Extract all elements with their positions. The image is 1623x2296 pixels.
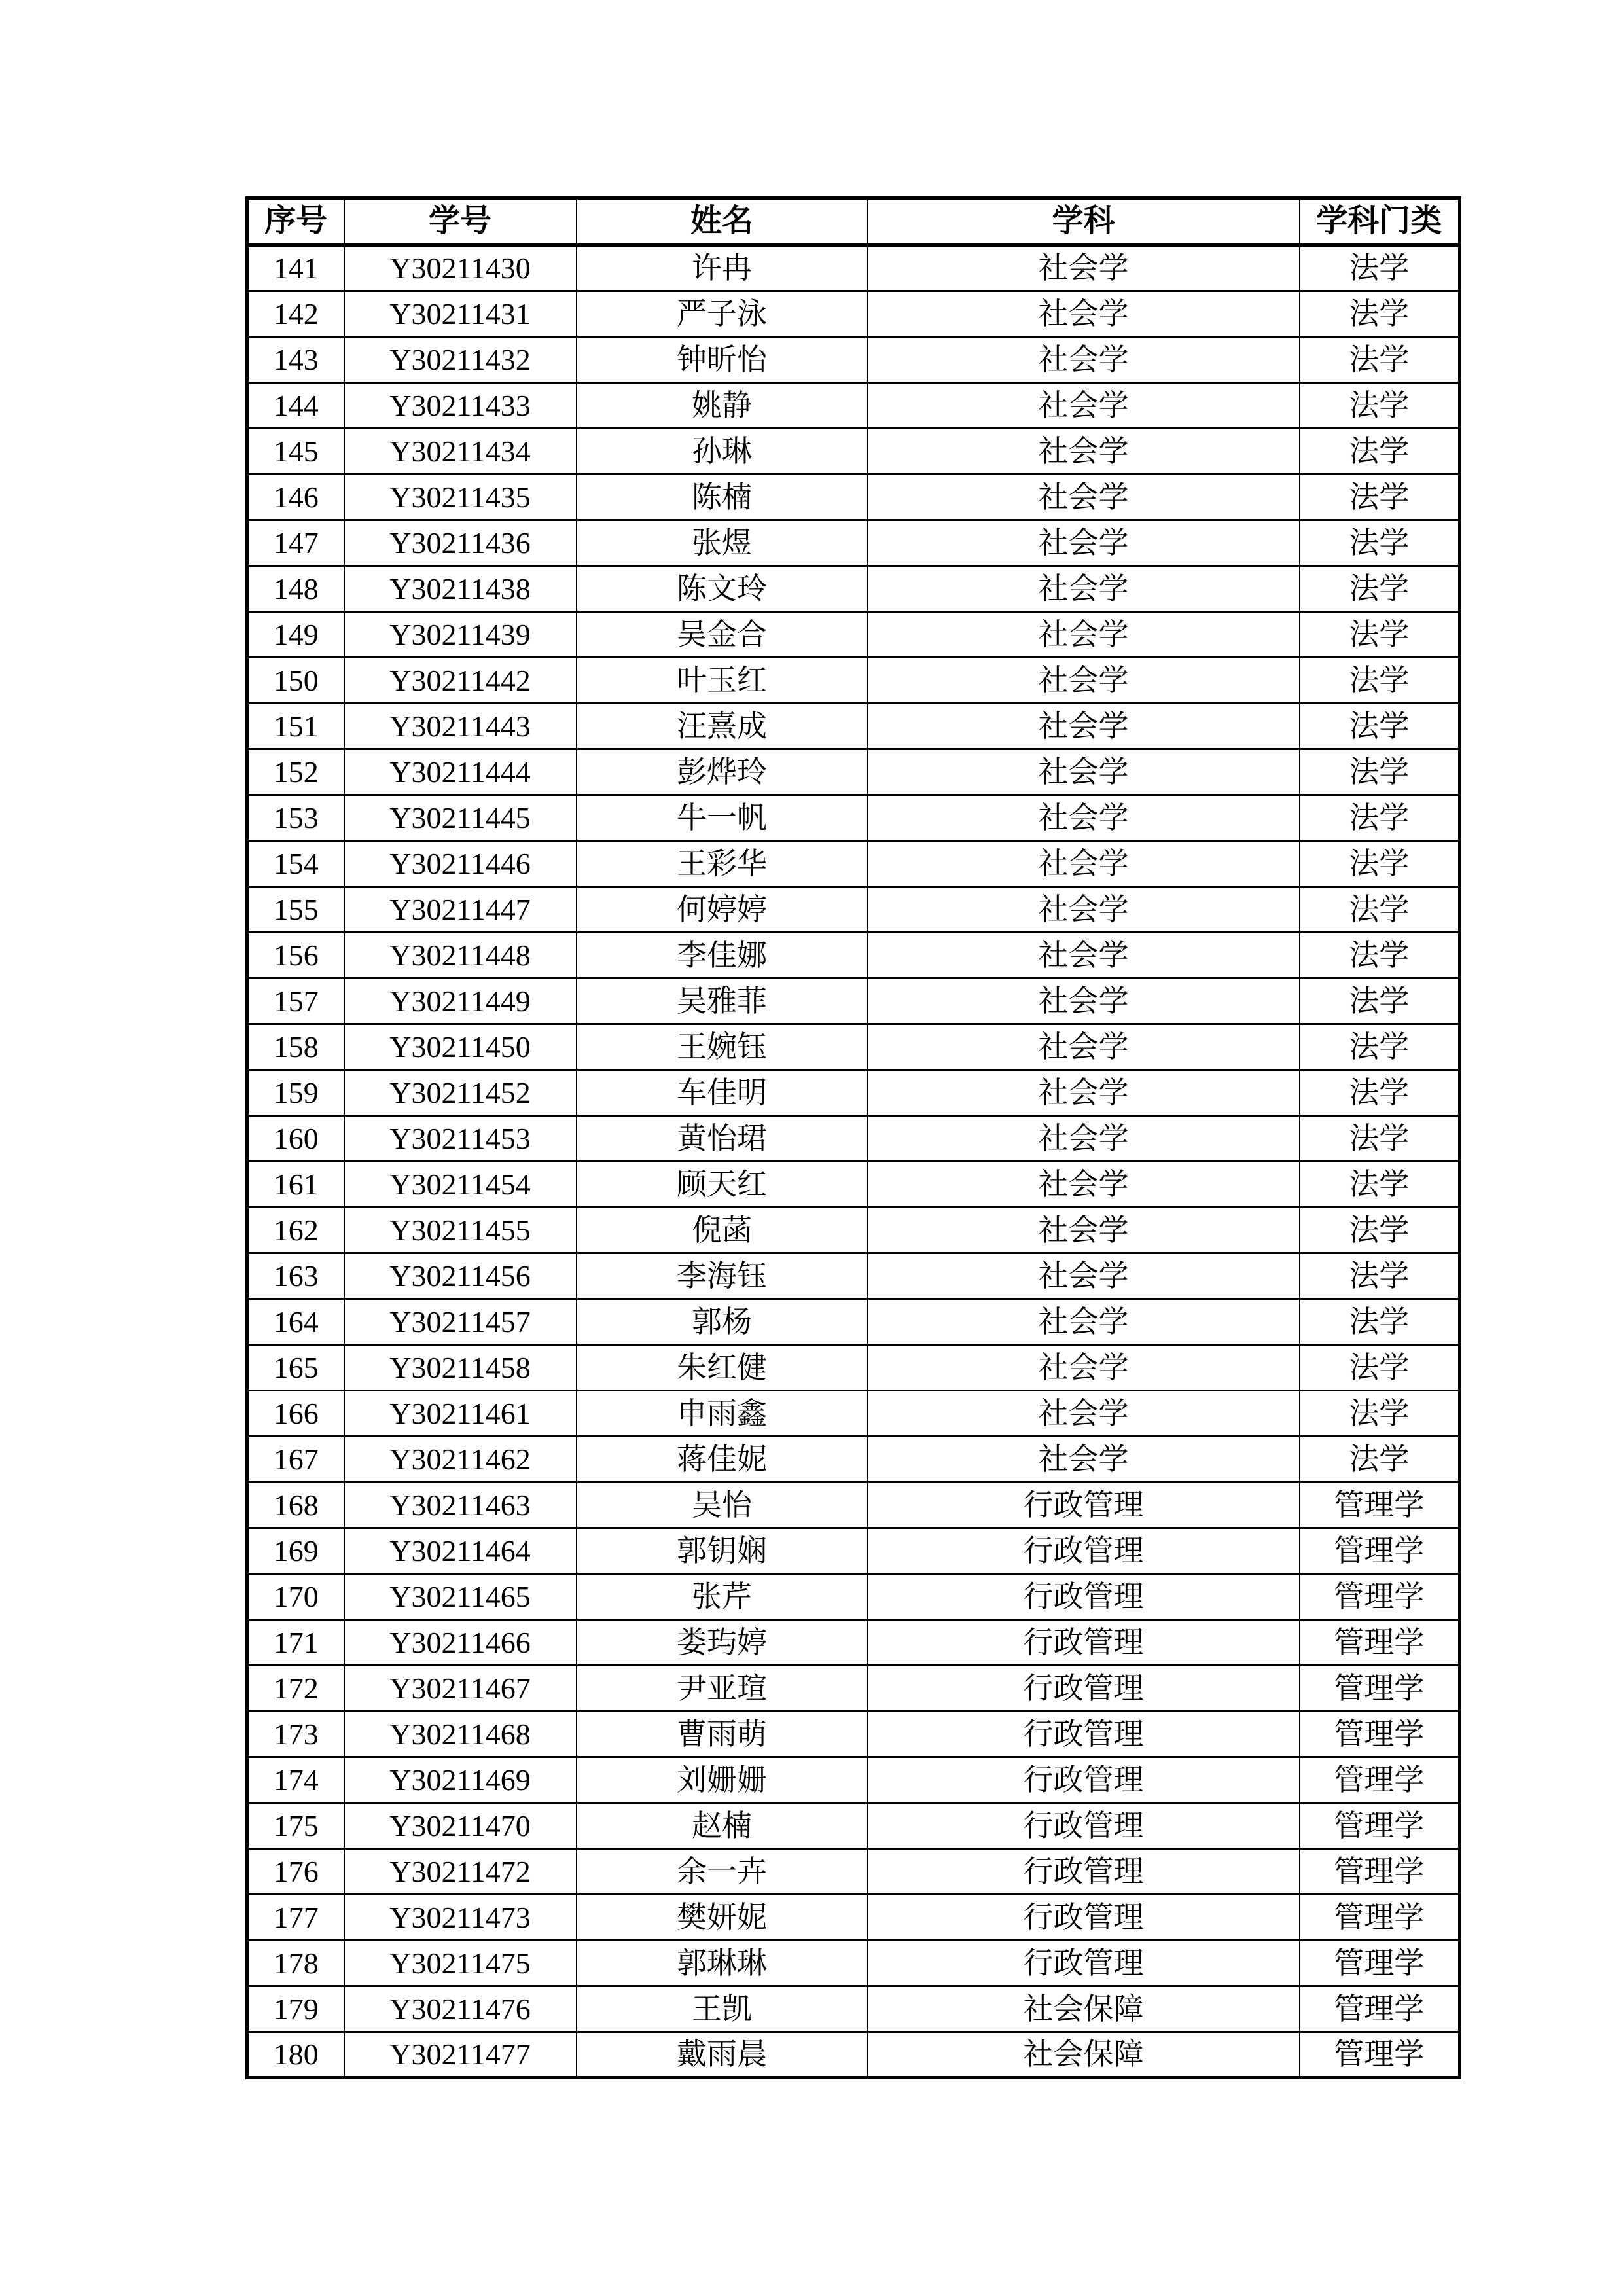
cell-student-id: Y30211452 [344, 1070, 577, 1116]
cell-index: 159 [247, 1070, 344, 1116]
cell-discipline: 行政管理 [868, 1574, 1300, 1620]
cell-discipline: 社会学 [868, 795, 1300, 841]
cell-category: 管理学 [1300, 2032, 1460, 2078]
cell-student-id: Y30211439 [344, 612, 577, 658]
cell-name: 申雨鑫 [577, 1391, 868, 1437]
cell-category: 法学 [1300, 841, 1460, 887]
cell-category: 管理学 [1300, 1666, 1460, 1712]
cell-category: 管理学 [1300, 1528, 1460, 1574]
cell-student-id: Y30211468 [344, 1712, 577, 1757]
cell-index: 144 [247, 383, 344, 429]
table-row [247, 1941, 1460, 1986]
cell-index: 170 [247, 1574, 344, 1620]
table-row [247, 1162, 1460, 1208]
cell-name: 车佳明 [577, 1070, 868, 1116]
cell-index: 178 [247, 1941, 344, 1986]
cell-discipline: 社会学 [868, 1024, 1300, 1070]
cell-name: 樊妍妮 [577, 1895, 868, 1941]
cell-discipline: 社会学 [868, 1299, 1300, 1345]
cell-student-id: Y30211434 [344, 429, 577, 475]
cell-category: 法学 [1300, 1391, 1460, 1437]
cell-name: 戴雨晨 [577, 2032, 868, 2078]
cell-student-id: Y30211445 [344, 795, 577, 841]
cell-student-id: Y30211457 [344, 1299, 577, 1345]
cell-name: 顾天红 [577, 1162, 868, 1208]
cell-student-id: Y30211444 [344, 749, 577, 795]
cell-index: 151 [247, 704, 344, 749]
cell-name: 牛一帆 [577, 795, 868, 841]
table-row [247, 1528, 1460, 1574]
cell-index: 147 [247, 520, 344, 566]
cell-name: 王彩华 [577, 841, 868, 887]
cell-discipline: 行政管理 [868, 1803, 1300, 1849]
cell-index: 150 [247, 658, 344, 704]
cell-category: 法学 [1300, 978, 1460, 1024]
cell-name: 孙琳 [577, 429, 868, 475]
table-row [247, 612, 1460, 658]
cell-index: 157 [247, 978, 344, 1024]
cell-category: 管理学 [1300, 1986, 1460, 2032]
cell-name: 汪熹成 [577, 704, 868, 749]
cell-discipline: 社会学 [868, 1162, 1300, 1208]
cell-student-id: Y30211443 [344, 704, 577, 749]
cell-discipline: 社会学 [868, 337, 1300, 383]
cell-category: 法学 [1300, 245, 1460, 291]
cell-category: 法学 [1300, 1116, 1460, 1162]
cell-discipline: 社会学 [868, 612, 1300, 658]
cell-category: 法学 [1300, 612, 1460, 658]
cell-student-id: Y30211432 [344, 337, 577, 383]
cell-category: 法学 [1300, 1437, 1460, 1482]
table-row [247, 1620, 1460, 1666]
cell-discipline: 社会学 [868, 933, 1300, 978]
cell-discipline: 社会学 [868, 1437, 1300, 1482]
cell-name: 陈文玲 [577, 566, 868, 612]
cell-name: 郭钥娴 [577, 1528, 868, 1574]
cell-student-id: Y30211476 [344, 1986, 577, 2032]
cell-index: 153 [247, 795, 344, 841]
table-row [247, 1574, 1460, 1620]
cell-discipline: 社会学 [868, 1116, 1300, 1162]
cell-discipline: 社会学 [868, 383, 1300, 429]
cell-student-id: Y30211456 [344, 1253, 577, 1299]
cell-index: 154 [247, 841, 344, 887]
cell-discipline: 行政管理 [868, 1528, 1300, 1574]
cell-student-id: Y30211455 [344, 1208, 577, 1253]
cell-student-id: Y30211473 [344, 1895, 577, 1941]
cell-index: 174 [247, 1757, 344, 1803]
table-row [247, 1345, 1460, 1391]
cell-discipline: 社会学 [868, 704, 1300, 749]
cell-discipline: 社会学 [868, 1208, 1300, 1253]
table-row [247, 383, 1460, 429]
cell-discipline: 社会学 [868, 1391, 1300, 1437]
cell-name: 严子泳 [577, 291, 868, 337]
table-body [247, 245, 1460, 2078]
cell-student-id: Y30211462 [344, 1437, 577, 1482]
cell-index: 168 [247, 1482, 344, 1528]
cell-category: 法学 [1300, 337, 1460, 383]
table-row [247, 704, 1460, 749]
cell-index: 175 [247, 1803, 344, 1849]
cell-student-id: Y30211436 [344, 520, 577, 566]
cell-index: 158 [247, 1024, 344, 1070]
cell-category: 管理学 [1300, 1757, 1460, 1803]
cell-category: 法学 [1300, 1208, 1460, 1253]
cell-name: 张芹 [577, 1574, 868, 1620]
header-student-id: 学号 [344, 198, 577, 245]
cell-student-id: Y30211469 [344, 1757, 577, 1803]
cell-category: 法学 [1300, 1162, 1460, 1208]
cell-category: 管理学 [1300, 1895, 1460, 1941]
cell-index: 160 [247, 1116, 344, 1162]
cell-name: 李佳娜 [577, 933, 868, 978]
cell-name: 尹亚瑄 [577, 1666, 868, 1712]
cell-student-id: Y30211465 [344, 1574, 577, 1620]
cell-index: 146 [247, 475, 344, 520]
cell-discipline: 行政管理 [868, 1849, 1300, 1895]
table-row [247, 1208, 1460, 1253]
cell-name: 刘姗姗 [577, 1757, 868, 1803]
cell-index: 166 [247, 1391, 344, 1437]
cell-index: 173 [247, 1712, 344, 1757]
table-row [247, 1253, 1460, 1299]
cell-student-id: Y30211467 [344, 1666, 577, 1712]
cell-category: 法学 [1300, 1024, 1460, 1070]
cell-category: 法学 [1300, 1070, 1460, 1116]
cell-discipline: 行政管理 [868, 1895, 1300, 1941]
cell-index: 162 [247, 1208, 344, 1253]
cell-student-id: Y30211446 [344, 841, 577, 887]
table-row [247, 1895, 1460, 1941]
cell-discipline: 社会学 [868, 1345, 1300, 1391]
cell-student-id: Y30211442 [344, 658, 577, 704]
table-row [247, 245, 1460, 291]
table-row [247, 841, 1460, 887]
cell-name: 倪菡 [577, 1208, 868, 1253]
cell-student-id: Y30211458 [344, 1345, 577, 1391]
cell-name: 曹雨萌 [577, 1712, 868, 1757]
table-row [247, 887, 1460, 933]
cell-student-id: Y30211438 [344, 566, 577, 612]
cell-category: 管理学 [1300, 1712, 1460, 1757]
cell-student-id: Y30211463 [344, 1482, 577, 1528]
cell-name: 陈楠 [577, 475, 868, 520]
cell-name: 钟昕怡 [577, 337, 868, 383]
cell-category: 法学 [1300, 566, 1460, 612]
table-row [247, 1024, 1460, 1070]
table-row [247, 1757, 1460, 1803]
cell-name: 郭琳琳 [577, 1941, 868, 1986]
table-row [247, 1070, 1460, 1116]
cell-name: 彭烨玲 [577, 749, 868, 795]
cell-discipline: 社会学 [868, 245, 1300, 291]
header-index: 序号 [247, 198, 344, 245]
header-row [247, 198, 1460, 245]
table-row [247, 1803, 1460, 1849]
cell-discipline: 社会保障 [868, 1986, 1300, 2032]
cell-category: 法学 [1300, 933, 1460, 978]
cell-student-id: Y30211450 [344, 1024, 577, 1070]
cell-name: 叶玉红 [577, 658, 868, 704]
cell-student-id: Y30211435 [344, 475, 577, 520]
cell-discipline: 社会学 [868, 1253, 1300, 1299]
cell-index: 179 [247, 1986, 344, 2032]
cell-discipline: 社会学 [868, 887, 1300, 933]
cell-category: 管理学 [1300, 1941, 1460, 1986]
cell-student-id: Y30211453 [344, 1116, 577, 1162]
table-row [247, 291, 1460, 337]
table-row [247, 1666, 1460, 1712]
table-row [247, 978, 1460, 1024]
table-row [247, 1116, 1460, 1162]
cell-discipline: 社会学 [868, 978, 1300, 1024]
table-row [247, 1437, 1460, 1482]
cell-category: 管理学 [1300, 1574, 1460, 1620]
cell-category: 法学 [1300, 1345, 1460, 1391]
cell-index: 145 [247, 429, 344, 475]
cell-name: 吴雅菲 [577, 978, 868, 1024]
cell-name: 娄玙婷 [577, 1620, 868, 1666]
header-discipline: 学科 [868, 198, 1300, 245]
header-name: 姓名 [577, 198, 868, 245]
table-row [247, 1482, 1460, 1528]
cell-category: 法学 [1300, 429, 1460, 475]
cell-index: 143 [247, 337, 344, 383]
student-roster-table [245, 196, 1461, 2079]
cell-discipline: 社会保障 [868, 2032, 1300, 2078]
cell-discipline: 社会学 [868, 520, 1300, 566]
cell-name: 张煜 [577, 520, 868, 566]
cell-name: 吴怡 [577, 1482, 868, 1528]
cell-name: 许冉 [577, 245, 868, 291]
cell-student-id: Y30211472 [344, 1849, 577, 1895]
cell-category: 法学 [1300, 658, 1460, 704]
cell-index: 180 [247, 2032, 344, 2078]
cell-category: 法学 [1300, 1253, 1460, 1299]
cell-category: 管理学 [1300, 1849, 1460, 1895]
cell-index: 141 [247, 245, 344, 291]
cell-index: 161 [247, 1162, 344, 1208]
cell-index: 171 [247, 1620, 344, 1666]
cell-category: 管理学 [1300, 1620, 1460, 1666]
cell-name: 黄怡珺 [577, 1116, 868, 1162]
cell-name: 吴金合 [577, 612, 868, 658]
cell-index: 156 [247, 933, 344, 978]
cell-index: 172 [247, 1666, 344, 1712]
cell-student-id: Y30211477 [344, 2032, 577, 2078]
table-row [247, 933, 1460, 978]
cell-category: 管理学 [1300, 1482, 1460, 1528]
cell-student-id: Y30211461 [344, 1391, 577, 1437]
cell-discipline: 社会学 [868, 658, 1300, 704]
header-category: 学科门类 [1300, 198, 1460, 245]
table-row [247, 1849, 1460, 1895]
cell-name: 郭杨 [577, 1299, 868, 1345]
cell-index: 164 [247, 1299, 344, 1345]
cell-student-id: Y30211430 [344, 245, 577, 291]
cell-student-id: Y30211433 [344, 383, 577, 429]
table-row [247, 566, 1460, 612]
table-row [247, 658, 1460, 704]
cell-index: 169 [247, 1528, 344, 1574]
table-row [247, 337, 1460, 383]
cell-name: 王婉钰 [577, 1024, 868, 1070]
cell-student-id: Y30211470 [344, 1803, 577, 1849]
cell-index: 176 [247, 1849, 344, 1895]
cell-index: 142 [247, 291, 344, 337]
cell-index: 149 [247, 612, 344, 658]
cell-discipline: 社会学 [868, 429, 1300, 475]
cell-category: 法学 [1300, 520, 1460, 566]
cell-student-id: Y30211475 [344, 1941, 577, 1986]
cell-category: 法学 [1300, 887, 1460, 933]
cell-discipline: 社会学 [868, 291, 1300, 337]
table-row [247, 1986, 1460, 2032]
cell-student-id: Y30211431 [344, 291, 577, 337]
table-row [247, 429, 1460, 475]
cell-name: 蒋佳妮 [577, 1437, 868, 1482]
cell-discipline: 社会学 [868, 566, 1300, 612]
cell-student-id: Y30211466 [344, 1620, 577, 1666]
cell-discipline: 行政管理 [868, 1757, 1300, 1803]
cell-name: 赵楠 [577, 1803, 868, 1849]
cell-name: 李海钰 [577, 1253, 868, 1299]
cell-discipline: 行政管理 [868, 1666, 1300, 1712]
cell-category: 法学 [1300, 704, 1460, 749]
table-row [247, 2032, 1460, 2078]
cell-discipline: 行政管理 [868, 1620, 1300, 1666]
table-row [247, 475, 1460, 520]
cell-discipline: 社会学 [868, 475, 1300, 520]
cell-student-id: Y30211454 [344, 1162, 577, 1208]
cell-category: 管理学 [1300, 1803, 1460, 1849]
cell-category: 法学 [1300, 795, 1460, 841]
cell-discipline: 社会学 [868, 749, 1300, 795]
cell-discipline: 社会学 [868, 1070, 1300, 1116]
cell-name: 王凯 [577, 1986, 868, 2032]
table-row [247, 1391, 1460, 1437]
cell-name: 何婷婷 [577, 887, 868, 933]
cell-student-id: Y30211448 [344, 933, 577, 978]
cell-category: 法学 [1300, 383, 1460, 429]
cell-index: 167 [247, 1437, 344, 1482]
table-row [247, 749, 1460, 795]
cell-index: 177 [247, 1895, 344, 1941]
cell-name: 姚静 [577, 383, 868, 429]
cell-index: 165 [247, 1345, 344, 1391]
cell-discipline: 行政管理 [868, 1941, 1300, 1986]
cell-student-id: Y30211449 [344, 978, 577, 1024]
cell-student-id: Y30211464 [344, 1528, 577, 1574]
cell-discipline: 行政管理 [868, 1712, 1300, 1757]
cell-name: 余一卉 [577, 1849, 868, 1895]
table-row [247, 795, 1460, 841]
cell-index: 148 [247, 566, 344, 612]
cell-category: 法学 [1300, 1299, 1460, 1345]
cell-index: 152 [247, 749, 344, 795]
cell-category: 法学 [1300, 291, 1460, 337]
table-row [247, 1712, 1460, 1757]
table-row [247, 520, 1460, 566]
cell-student-id: Y30211447 [344, 887, 577, 933]
cell-category: 法学 [1300, 475, 1460, 520]
cell-category: 法学 [1300, 749, 1460, 795]
cell-index: 163 [247, 1253, 344, 1299]
cell-discipline: 行政管理 [868, 1482, 1300, 1528]
table-row [247, 1299, 1460, 1345]
cell-index: 155 [247, 887, 344, 933]
cell-discipline: 社会学 [868, 841, 1300, 887]
cell-name: 朱红健 [577, 1345, 868, 1391]
